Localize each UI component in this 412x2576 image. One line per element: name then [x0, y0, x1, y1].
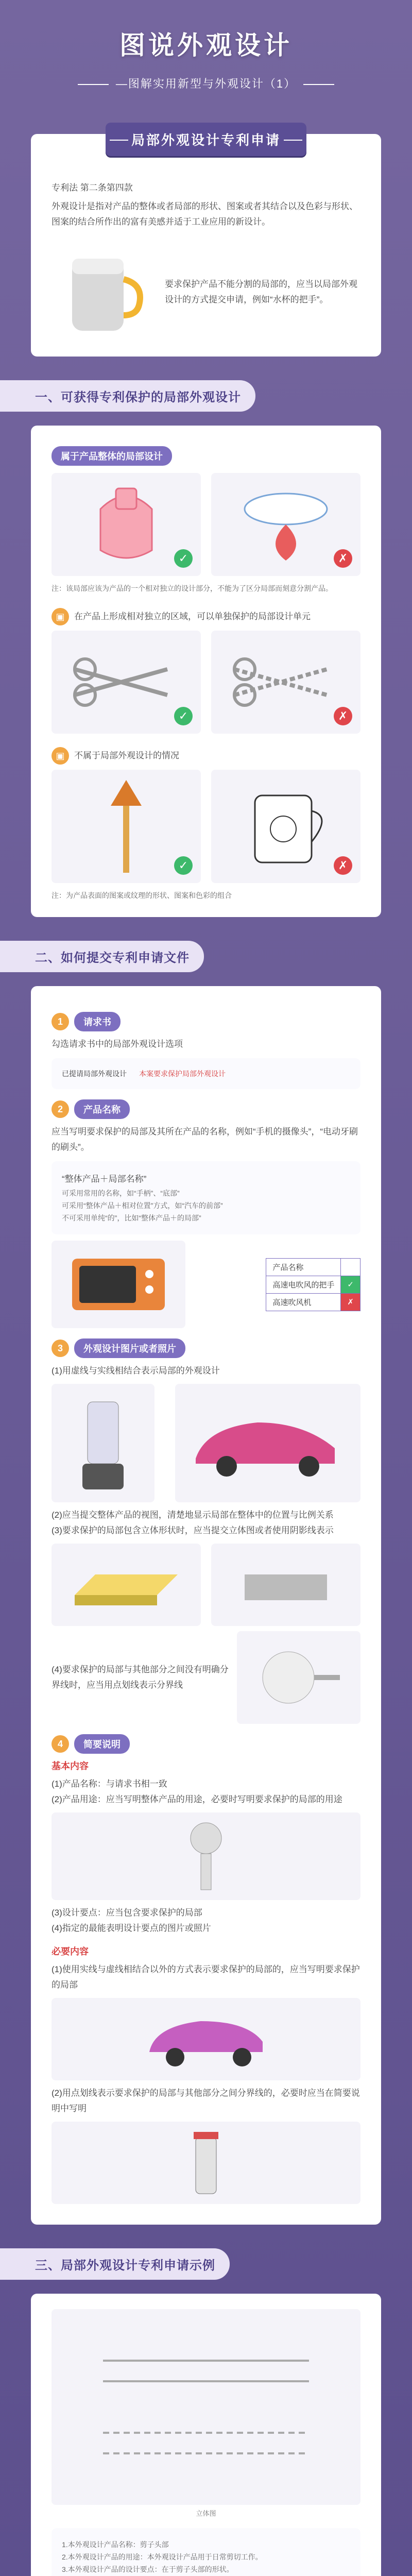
section-1-card: [31, 426, 381, 917]
step2-list-0: “整体产品＋局部名称”: [62, 1174, 147, 1184]
block-illustration-2: [211, 1544, 360, 1626]
step2-list-2: 可采用“整体产品＋相对位置”方式，如“汽车的前部”: [62, 1201, 223, 1210]
intro-card: [31, 134, 381, 357]
check-icon: ✓: [174, 707, 193, 725]
step3-list-0: (1)用虚线与实线相结合表示局部的外观设计: [52, 1366, 220, 1376]
step1-pill: 请求书: [74, 1012, 121, 1031]
section-3-title: 三、局部外观设计专利申请示例: [21, 2248, 230, 2280]
bottle-illustration: [52, 2122, 360, 2204]
step4-pill: 简要说明: [74, 1734, 130, 1754]
s1-c-title: 不属于局部外观设计的情况: [74, 751, 179, 760]
check-icon: ✓: [174, 549, 193, 568]
step2-pill: 产品名称: [74, 1099, 130, 1119]
basic-list-0: (1)产品名称：与请求书相一致: [52, 1779, 167, 1789]
s3-note-0: 1.本外观设计产品名称：剪子头部: [62, 2540, 169, 2549]
section-1-bar: [0, 380, 412, 410]
must-title: 必要内容: [52, 1946, 89, 1957]
s3-note-1: 2.本外观设计产品的用途：本外观设计产品用于日常剪切工作。: [62, 2553, 263, 2561]
step2-text: 应当写明要求保护的局部及其所在产品的名称，例如“手机的摄像头”，“电动牙刷的刷头”。: [52, 1127, 358, 1152]
section-2-card: 1 请求书 勾选请求书中的局部外观设计选项 已提请局部外观设计 本案要求保护局部外观设计 2 产品名称 应当写明要求保护的局部及其所在产品的名称，例如“手机的摄像头”，“电动牙刷的刷头”。 “整体产品＋局部名称” 可采用常用的名称，如“手柄”、“底部” 可采用“整体产品＋相对位置”方式，如“汽车的前部” 不可采用单纯“的”，比如“整体产品＋的局部” 产品名称 高速电吹风的把手 ✓ 高速吹风机 ✗ 3 外观设计图片或者照片 (1)用虚线与实线相结合表示局部的外观设计 (2)应当提交整体产品的视图，清楚地显示局部在整体中的位置与比例关系 (3)要求保护的局部包含立体形状时，应当提交立体图或者使用阴影线表示 (4)要求保护的局部与其他部分之间没有明确分界线时，应当用点划线表示分界线 4 简要说明 基本内容 (1)产品名称：与请求书相一致 (2)产品用途：应当写明整体产品的用途，必要时写明要求保护的局部的用途 (3)设计要点：应当包含要求保护的局部 (4)指定的最能表明设计要点的图片或照片 必要内容 (1)使用实线与虚线相结合以外的方式表示要求保护的局部的，应当写明要求保护的局部 (2)用点划线表示要求保护的局部与其他部分之间分界线的，必要时应当在简要说明中写明: [31, 986, 381, 2225]
s1-c-note: 注：为产品表面的图案或纹理的形状、图案和色彩的组合: [52, 891, 232, 900]
hairdryer-illustration: [52, 1812, 360, 1900]
block-illustration-1: [52, 1544, 201, 1626]
part-ribbon: 局部外观设计专利申请: [106, 123, 306, 156]
cross-icon: ✗: [334, 549, 352, 568]
cup-illustration: [52, 243, 154, 341]
s1-b-icon: ▣: [52, 608, 69, 625]
partial-note: 要求保护产品不能分割的局部的，应当以局部外观设计的方式提交申请，例如“水杯的把手”。: [165, 279, 357, 304]
section-3-bar: [0, 2248, 412, 2278]
basic-list-1: (2)产品用途：应当写明整体产品的用途，必要时写明要求保护的局部的用途: [52, 1794, 342, 1804]
s3-note-2: 3.本外观设计产品的设计要点：在于剪子头部的形状。: [62, 2565, 234, 2573]
s1-a-img-2: [211, 473, 360, 576]
step1-text: 勾选请求书中的局部外观设计选项: [52, 1039, 183, 1049]
step3-list-2: (3)要求保护的局部包含立体形状时，应当提交立体图或者使用阴影线表示: [52, 1526, 334, 1535]
s1-a-img-1: [52, 473, 201, 576]
s3-label: 立体图: [196, 2510, 216, 2517]
suv-illustration: [52, 1998, 360, 2080]
section-2-title: 二、如何提交专利申请文件: [21, 941, 204, 972]
s1-b-img-2: [211, 631, 360, 734]
page-title: 图说外观设计: [119, 31, 293, 60]
cross-icon: ✗: [334, 856, 352, 875]
law-ref: 专利法 第二条第四款: [52, 183, 133, 193]
s1-b-title: 在产品上形成相对独立的区域，可以单独保护的局部设计单元: [74, 612, 311, 621]
basic-list-2: (3)设计要点：应当包含要求保护的局部: [52, 1908, 202, 1918]
s1-b-img-1: [52, 631, 201, 734]
scissors-views: [52, 2309, 360, 2505]
law-text: 外观设计是指对产品的整体或者局部的形状、图案或者其结合以及色彩与形状、图案的结合所作出的富有美感并适于工业应用的新设计。: [52, 201, 358, 227]
step3-list-1: (2)应当提交整体产品的视图，清楚地显示局部在整体中的位置与比例关系: [52, 1510, 334, 1520]
step1-option-1: 已提请局部外观设计: [62, 1070, 127, 1078]
s1-c-img-2: [211, 770, 360, 883]
must-list-0: (1)使用实线与虚线相结合以外的方式表示要求保护的局部的，应当写明要求保护的局部: [52, 1964, 360, 1990]
step3-list-3: (4)要求保护的局部与其他部分之间没有明确分界线时，应当用点划线表示分界线: [52, 1665, 229, 1690]
section-3-card: [31, 2294, 381, 2576]
section-1-title: 一、可获得专利保护的局部外观设计: [21, 380, 255, 412]
check-icon: ✓: [174, 856, 193, 875]
step1-options: [52, 1058, 360, 1089]
s3-notes: [52, 2528, 360, 2576]
basic-title: 基本内容: [52, 1761, 89, 1771]
s1-c-icon: ▣: [52, 747, 69, 765]
s1-a-pill: 属于产品整体的局部设计: [52, 446, 172, 466]
step1-option-2: 本案要求保护局部外观设计: [139, 1070, 226, 1078]
must-list-1: (2)用点划线表示要求保护的局部与其他部分之间分界线的，必要时应当在简要说明中写明: [52, 2088, 360, 2113]
step2-list-3: 不可采用单纯“的”，比如“整体产品＋的局部”: [62, 1214, 201, 1222]
cross-icon: ✗: [334, 707, 352, 725]
step3-pill: 外观设计图片或者照片: [74, 1338, 185, 1358]
basic-list-3: (4)指定的最能表明设计要点的图片或照片: [52, 1923, 211, 1933]
s1-c-img-1: [52, 770, 201, 883]
page-subtitle: —图解实用新型与外观设计（1）: [0, 75, 412, 91]
header: [0, 0, 412, 134]
shower-head-illustration: [237, 1631, 360, 1724]
step2-list-1: 可采用常用的名称，如“手柄”、“底部”: [62, 1189, 180, 1197]
oven-illustration: [52, 1241, 185, 1328]
blender-illustration: [52, 1384, 154, 1502]
car-illustration: [175, 1384, 360, 1502]
section-2-bar: [0, 941, 412, 971]
name-table: 产品名称 高速电吹风的把手 ✓ 高速吹风机 ✗: [266, 1258, 360, 1311]
s1-a-note: 注：该局部应该为产品的一个相对独立的设计部分，不能为了区分局部而刻意分割产品。: [52, 584, 333, 592]
